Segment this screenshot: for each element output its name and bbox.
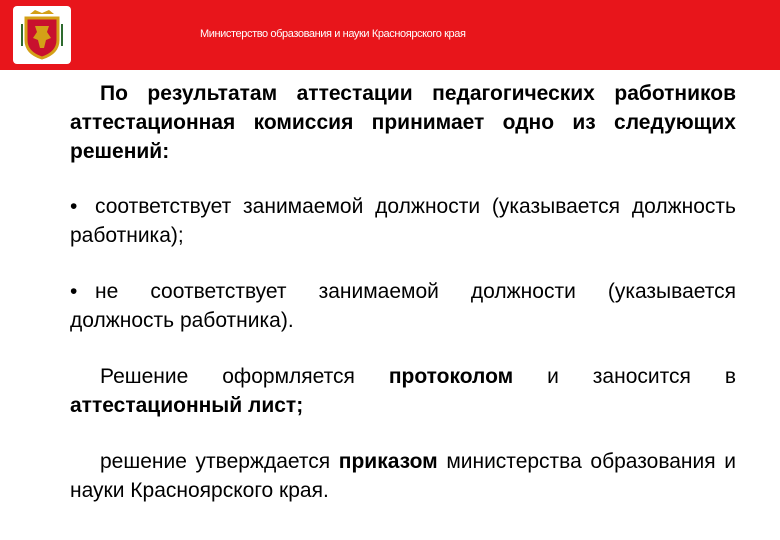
decision-paragraph (70, 362, 736, 420)
decision-text-start: Решение оформляется (100, 365, 389, 388)
approval-text-end: министерства образования и науки Красноярского края. (70, 450, 736, 502)
krasnoyarsk-coat-of-arms-icon (13, 6, 71, 64)
option-item-conforms (70, 192, 736, 250)
option-item-not-conforms (70, 277, 736, 335)
decision-text-middle: и заносится в (513, 365, 736, 388)
intro-paragraph: По результатам аттестации педагогических работников аттестационная комиссия принимает одно из следующих решений: (70, 82, 736, 163)
option-text: соответствует занимаемой должности (указывается должность работника); (70, 195, 736, 247)
header-bar (0, 0, 780, 70)
attestation-sheet-emphasis: аттестационный лист; (70, 394, 304, 417)
protocol-emphasis: протоколом (388, 365, 514, 388)
bullet-marker: • (70, 280, 78, 303)
option-text: не соответствует занимаемой должности (указывается должность работника). (70, 280, 736, 332)
logo (13, 6, 71, 64)
bullet-marker: • (70, 195, 78, 218)
slide-content (70, 79, 736, 505)
header-title: Министерство образования и науки Красноярского края (200, 28, 466, 40)
approval-paragraph (70, 447, 736, 505)
approval-text-start: решение утверждается (100, 450, 339, 473)
order-emphasis: приказом (338, 450, 438, 473)
